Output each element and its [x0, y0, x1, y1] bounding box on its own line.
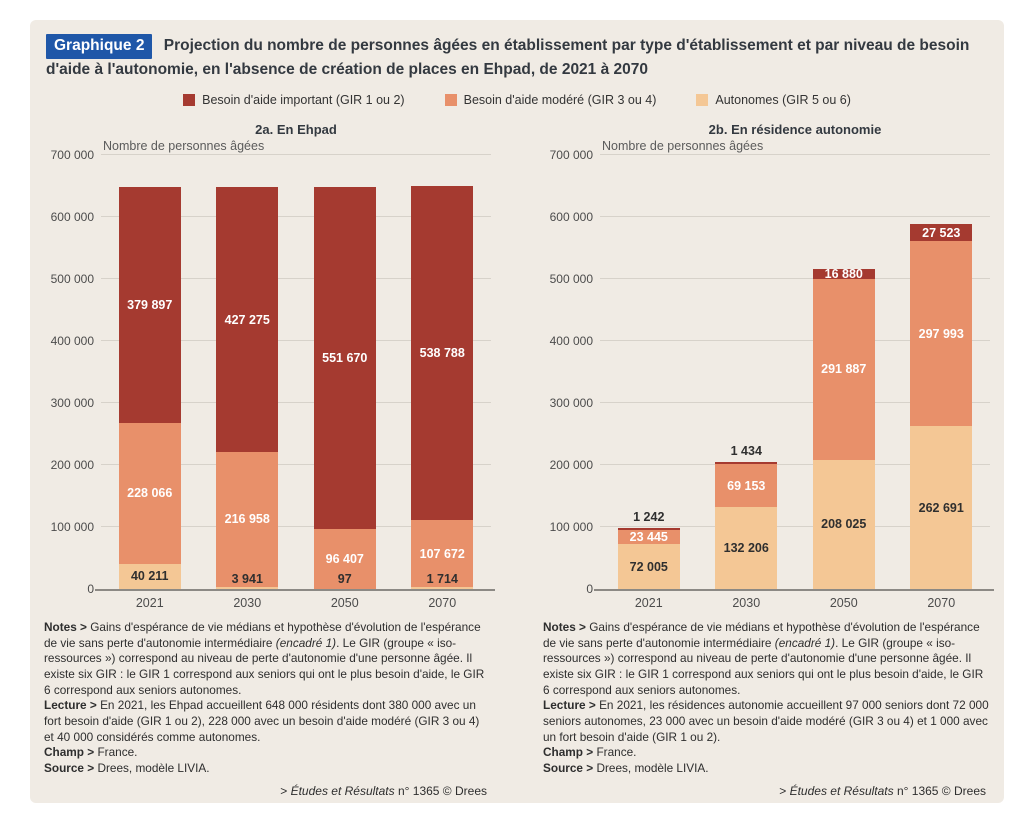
text-span: Études et Résultats — [290, 783, 395, 798]
legend — [44, 93, 990, 107]
text-span: Études et Résultats — [789, 783, 894, 798]
x-tick-label: 2021 — [135, 595, 164, 610]
text-span: Notes > — [543, 619, 590, 634]
value-label: 16 880 — [824, 266, 863, 281]
value-label: 27 523 — [922, 225, 961, 240]
legend-label: Besoin d'aide important (GIR 1 ou 2) — [202, 92, 405, 107]
y-axis-label: Nombre de personnes âgées — [103, 138, 265, 153]
note-paragraph — [44, 745, 491, 761]
segment-important-2070 — [910, 224, 972, 241]
value-label: 538 788 — [419, 346, 465, 361]
segment-important-2021 — [618, 528, 680, 530]
segment-modere-2021 — [618, 530, 680, 545]
value-label: 228 066 — [127, 486, 173, 501]
note-paragraph — [543, 745, 990, 761]
charts-row — [44, 112, 990, 798]
bar-2050 — [813, 266, 875, 589]
legend-swatch-modere — [445, 94, 457, 106]
segment-modere-2030 — [216, 452, 278, 587]
text-span: n° 1365 © Drees — [893, 783, 986, 798]
gridline — [600, 216, 990, 217]
y-tick-label: 200 000 — [549, 457, 593, 472]
legend-label: Autonomes (GIR 5 ou 6) — [715, 92, 851, 107]
text-span: Source > — [44, 761, 98, 776]
bar-2050 — [314, 187, 376, 589]
note-paragraph — [543, 620, 990, 698]
text-span: Gains d'espérance de vie médians et hypothèse d'évolution de l'espérance de vie sans perte d'autonomie intermédiaire — [543, 619, 980, 650]
note-paragraph — [543, 698, 990, 745]
segment-important-2030 — [216, 187, 278, 452]
y-tick-label: 0 — [87, 581, 94, 596]
value-label: 132 206 — [723, 540, 769, 555]
plot-outer — [50, 138, 491, 610]
value-label: 291 887 — [821, 362, 867, 377]
y-tick-label: 200 000 — [50, 457, 94, 472]
value-label: 72 005 — [629, 559, 668, 574]
value-label: 297 993 — [918, 326, 964, 341]
chart-ehpad — [44, 112, 517, 798]
text-span: Gains d'espérance de vie médians et hypothèse d'évolution de l'espérance de vie sans perte d'autonomie intermédiaire — [44, 619, 481, 650]
title-block — [44, 32, 990, 82]
value-label: 1 434 — [730, 444, 762, 459]
plot-area — [549, 138, 990, 610]
y-tick-label: 600 000 — [50, 209, 94, 224]
graphique-panel — [30, 20, 1004, 803]
text-span: Champ > — [44, 745, 98, 760]
segment-modere-2021 — [119, 423, 181, 564]
y-tick-label: 700 000 — [549, 147, 593, 162]
value-label: 107 672 — [419, 546, 465, 561]
legend-label: Besoin d'aide modéré (GIR 3 ou 4) — [463, 92, 657, 107]
y-tick-label: 500 000 — [549, 271, 593, 286]
chart-title-ehpad: 2a. En Ehpad — [255, 121, 337, 137]
credit-line — [543, 784, 986, 798]
value-label: 216 958 — [224, 512, 270, 527]
bar-2021 — [618, 509, 680, 589]
segment-modere-2070 — [910, 241, 972, 426]
x-tick-label: 2030 — [233, 595, 262, 610]
segment-important-2050 — [813, 266, 875, 281]
value-label: 427 275 — [224, 312, 270, 327]
text-span: France. — [596, 745, 637, 760]
x-axis-line — [594, 589, 994, 591]
notes — [44, 620, 491, 777]
bar-2070 — [411, 186, 473, 589]
text-span: France. — [97, 745, 138, 760]
segment-important-2021 — [119, 187, 181, 423]
bar-2070 — [910, 224, 972, 589]
note-paragraph — [44, 698, 491, 745]
segment-autonome-2021 — [618, 544, 680, 589]
y-tick-label: 500 000 — [50, 271, 94, 286]
value-label: 1 714 — [426, 571, 458, 586]
legend-item-modere — [445, 93, 657, 107]
text-span: . Le GIR (groupe « iso-ressources ») correspond au niveau de perte d'autonomie d'une personne âgée. Il existe six GIR : le GIR 1 correspond aux seniors qui ont le plus besoin d'aide, le GIR 6 correspond aux seniors autonomes. — [44, 635, 485, 697]
x-tick-label: 2070 — [428, 595, 457, 610]
value-label: 69 153 — [727, 478, 766, 493]
y-tick-label: 300 000 — [549, 395, 593, 410]
y-tick-label: 400 000 — [549, 333, 593, 348]
value-label: 3 941 — [231, 571, 263, 586]
legend-swatch-autonomes — [696, 94, 708, 106]
y-axis-label: Nombre de personnes âgées — [602, 138, 764, 153]
segment-important-2070 — [411, 186, 473, 520]
text-span: Champ > — [543, 745, 597, 760]
bar-2030 — [715, 444, 777, 589]
graphique-badge: Graphique 2 — [46, 34, 152, 59]
text-span: Drees, modèle LIVIA. — [596, 761, 709, 776]
segment-modere-2050 — [813, 279, 875, 460]
value-label: 23 445 — [629, 530, 668, 545]
text-span: n° 1365 © Drees — [394, 783, 487, 798]
value-label: 96 407 — [325, 552, 364, 566]
page-title: Projection du nombre de personnes âgées en établissement par type d'établissement et par niveau de besoin d'aide à l'autonomie, en l'absence de création de places en Ehpad, de 2021 à 2070 — [46, 37, 970, 79]
segment-autonome-2070 — [910, 426, 972, 589]
x-tick-label: 2030 — [732, 595, 761, 610]
value-label: 97 — [337, 571, 352, 586]
gridline — [600, 154, 990, 155]
x-axis-line — [95, 589, 495, 591]
value-label: 208 025 — [821, 517, 867, 532]
credit-line — [44, 784, 487, 798]
legend-item-important — [183, 93, 405, 107]
plot-area — [50, 138, 491, 610]
text-span: (encadré 1) — [774, 635, 836, 650]
value-label: 551 670 — [322, 351, 368, 366]
value-label: 262 691 — [918, 500, 964, 515]
text-span: Source > — [543, 761, 597, 776]
segment-important-2030 — [715, 462, 777, 464]
y-tick-label: 100 000 — [50, 519, 94, 534]
notes — [543, 620, 990, 777]
chart-title-residence: 2b. En résidence autonomie — [708, 121, 882, 137]
chart-residence-autonomie — [517, 112, 990, 798]
gridline — [101, 154, 491, 155]
bar-2030 — [216, 187, 278, 589]
plot-outer — [549, 138, 990, 610]
x-tick-label: 2021 — [634, 595, 663, 610]
y-tick-label: 400 000 — [50, 333, 94, 348]
text-span: Lecture > — [543, 698, 600, 713]
text-span: Notes > — [44, 619, 91, 634]
y-tick-label: 300 000 — [50, 395, 94, 410]
y-tick-label: 600 000 — [549, 209, 593, 224]
x-tick-label: 2050 — [330, 595, 359, 610]
note-paragraph — [543, 761, 990, 777]
y-tick-label: 0 — [586, 581, 593, 596]
segment-autonome-2030 — [715, 507, 777, 589]
bar-2021 — [119, 187, 181, 589]
text-span: Drees, modèle LIVIA. — [97, 761, 210, 776]
text-span: > — [779, 783, 790, 798]
segment-modere-2030 — [715, 464, 777, 507]
segment-autonome-2050 — [813, 460, 875, 589]
value-label: 1 242 — [633, 509, 665, 524]
note-paragraph — [44, 620, 491, 698]
x-tick-label: 2070 — [927, 595, 956, 610]
segment-important-2050 — [314, 187, 376, 529]
text-span: > — [280, 783, 291, 798]
legend-item-autonomes — [696, 93, 850, 107]
text-span: En 2021, les Ehpad accueillent 648 000 résidents dont 380 000 avec un fort besoin d'aide (GIR 1 ou 2), 228 000 avec un besoin d'aide modéré (GIR 3 ou 4) et 40 000 considérés comme autonomes. — [44, 698, 480, 744]
y-tick-label: 100 000 — [549, 519, 593, 534]
text-span: (encadré 1) — [275, 635, 337, 650]
value-label: 379 897 — [127, 297, 173, 312]
text-span: . Le GIR (groupe « iso-ressources ») correspond au niveau de perte d'autonomie d'une personne âgée. Il existe six GIR : le GIR 1 correspond aux seniors qui ont le plus besoin d'aide, le GIR 6 correspond aux seniors autonomes. — [543, 635, 984, 697]
note-paragraph — [44, 761, 491, 777]
segment-autonome-2021 — [119, 564, 181, 589]
value-label: 40 211 — [130, 569, 169, 584]
text-span: Lecture > — [44, 698, 101, 713]
text-span: En 2021, les résidences autonomie accueillent 97 000 seniors dont 72 000 seniors autonomes, 23 000 avec un besoin d'aide modéré (GIR 3 ou 4) et 1 000 avec un fort besoin d'aide (GIR 1 ou 2). — [543, 698, 989, 744]
legend-swatch-important — [183, 94, 195, 106]
x-tick-label: 2050 — [829, 595, 858, 610]
y-tick-label: 700 000 — [50, 147, 94, 162]
